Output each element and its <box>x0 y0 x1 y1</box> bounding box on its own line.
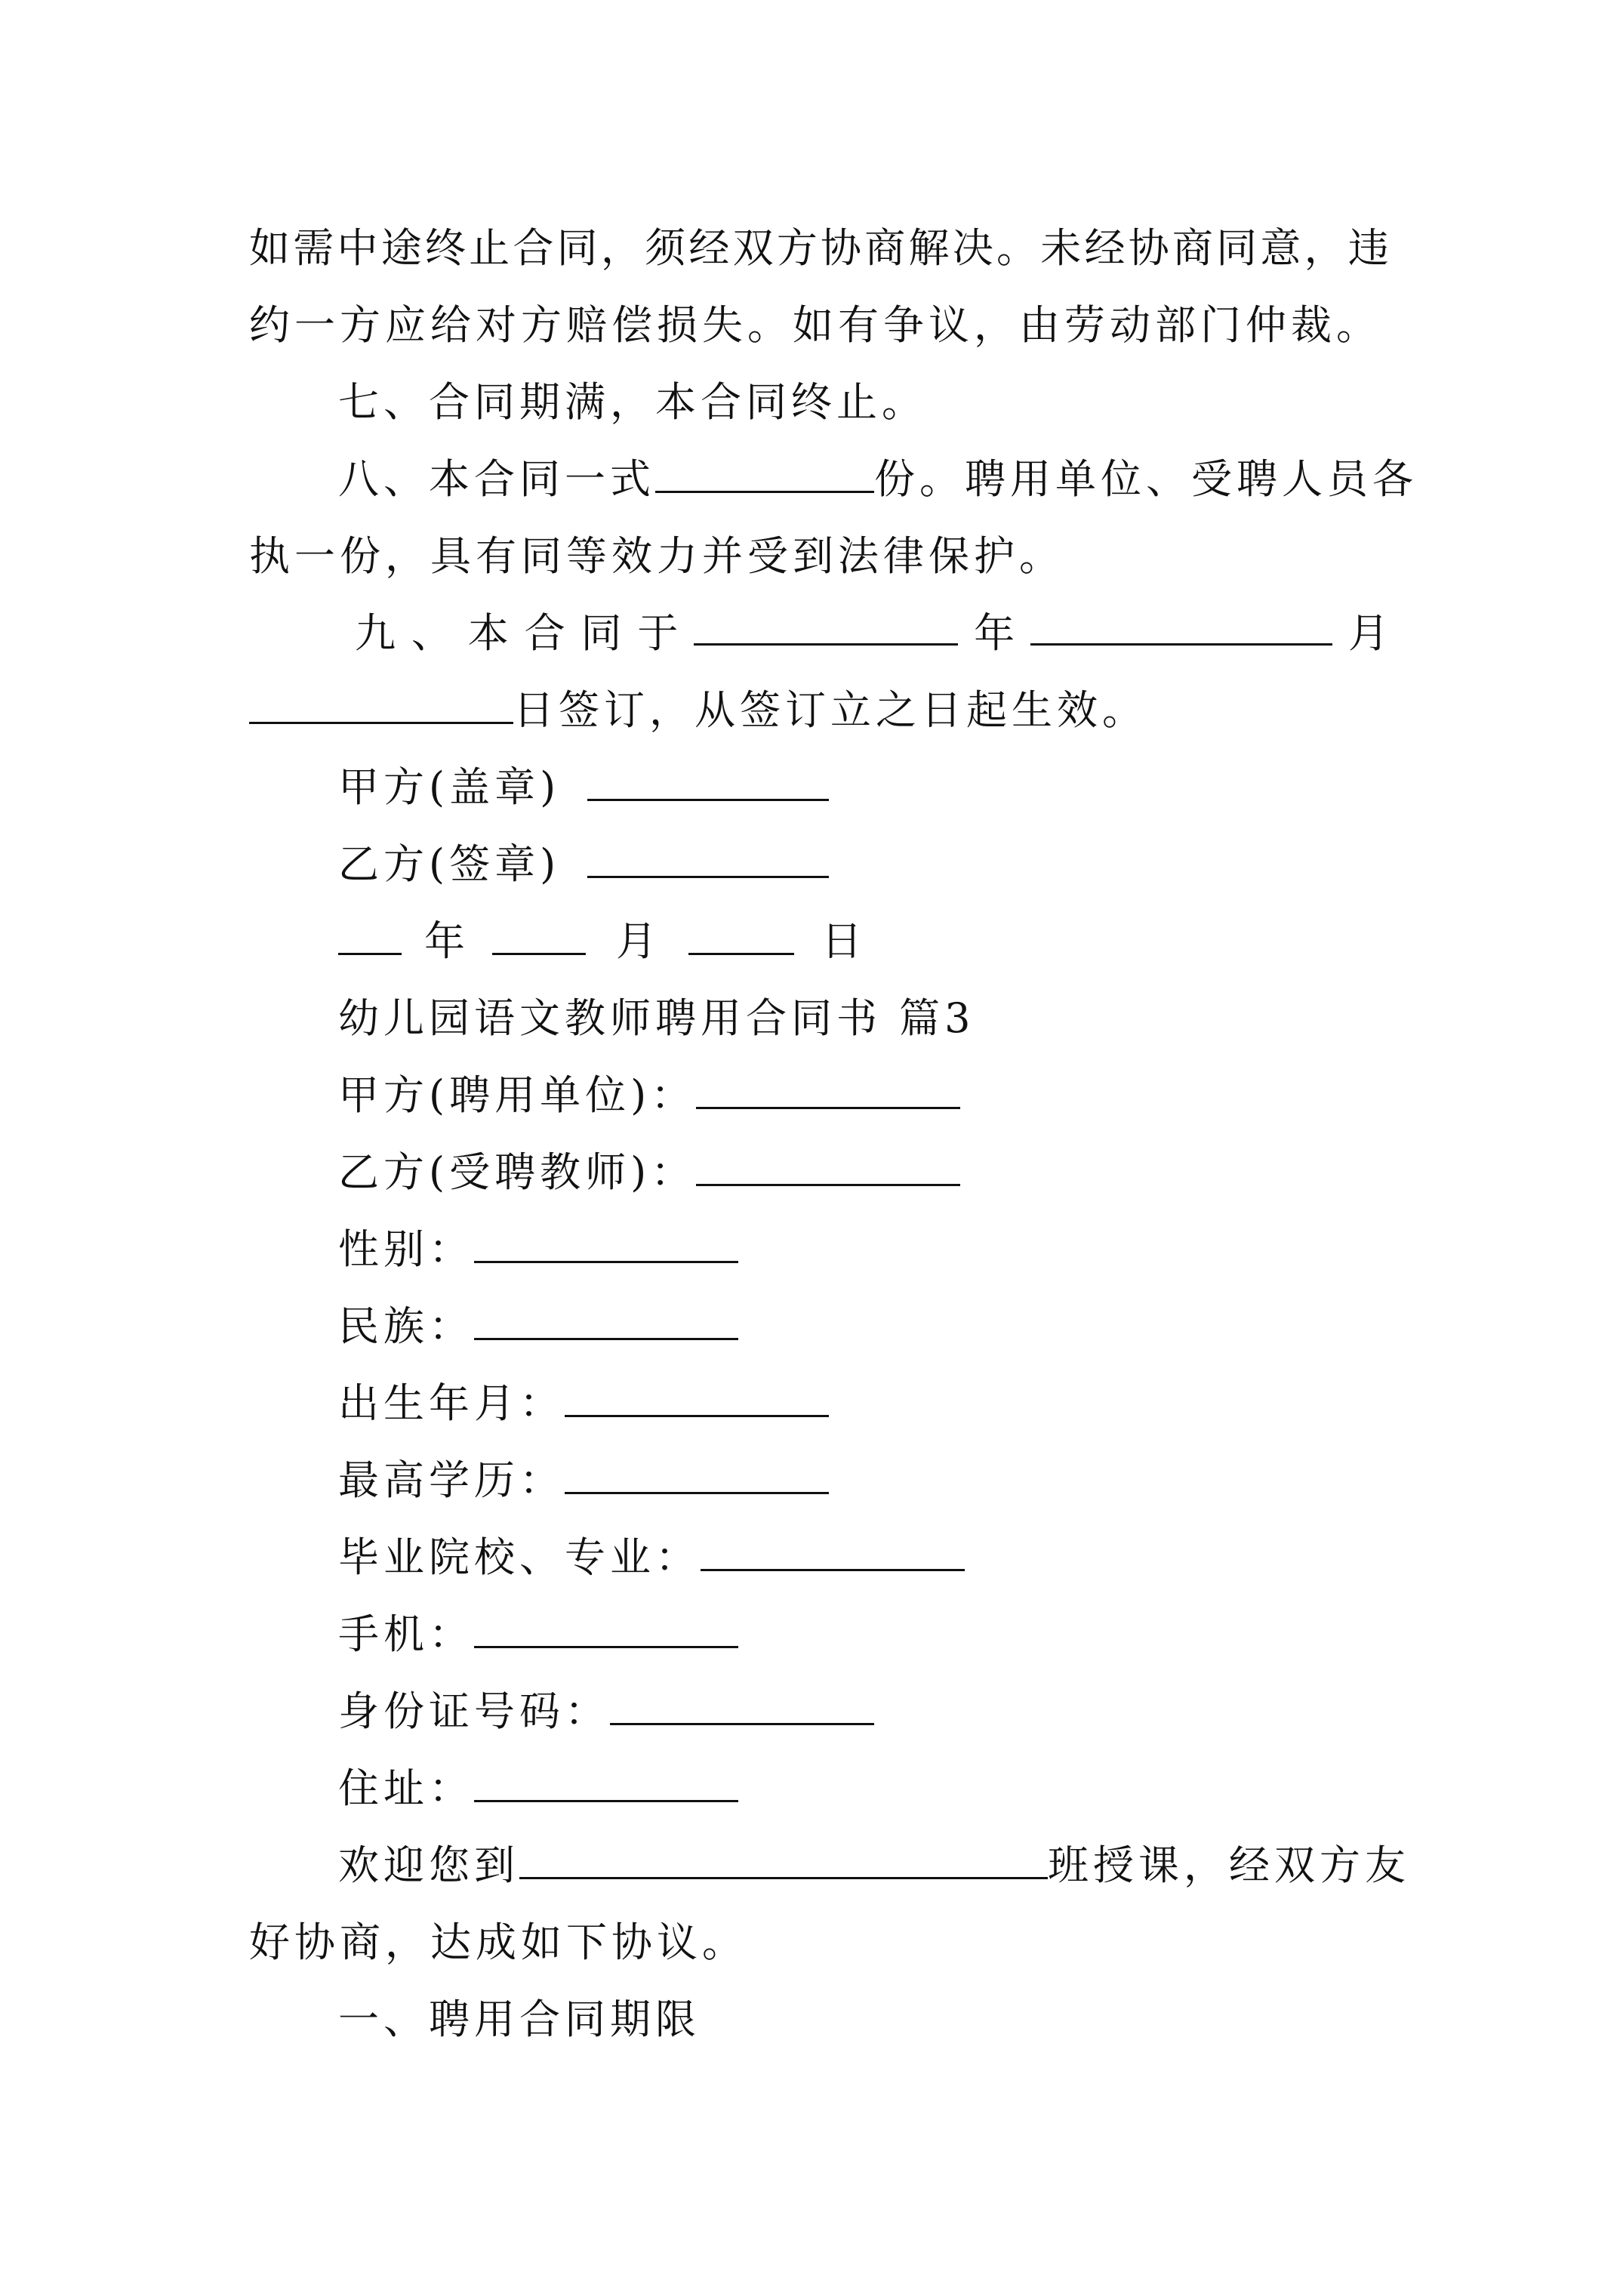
gender-blank[interactable] <box>474 1213 738 1263</box>
field-label: 甲方(聘用单位)： <box>338 1071 697 1119</box>
field-label: 毕业院校、专业： <box>338 1533 701 1581</box>
date-month-label: 月 <box>616 917 661 965</box>
address-blank[interactable] <box>474 1752 738 1802</box>
field-label: 出生年月： <box>338 1379 565 1427</box>
party-a-seal-line <box>338 749 1389 826</box>
clause9-char: 本 <box>467 609 509 657</box>
clause8-text-after: 份。聘用单位、受聘人员各 <box>874 455 1418 503</box>
welcome-line1 <box>338 1827 1410 1904</box>
clause8-line1 <box>338 441 1418 518</box>
date-year-label: 年 <box>424 917 470 965</box>
clause9-char: 、 <box>411 609 452 657</box>
welcome-line2: 好协商，达成如下协议。 <box>249 1918 747 1966</box>
clause7-text: 七、合同期满，本合同终止。 <box>338 378 927 426</box>
school-blank[interactable] <box>701 1521 965 1571</box>
clause8-line2: 执一份，具有同等效力并受到法律保护。 <box>249 532 1064 580</box>
class-blank[interactable] <box>519 1829 1048 1879</box>
party-b-sign-label: 乙方(签章) <box>338 840 561 888</box>
field-id <box>338 1673 1389 1750</box>
clause8-text-before: 八、本合同一式 <box>338 455 655 503</box>
party-a-seal-label: 甲方(盖章) <box>338 763 561 811</box>
clause1-title: 一、聘用合同期限 <box>338 1996 701 2043</box>
sign-month-blank[interactable] <box>1030 595 1332 646</box>
date-day-label: 日 <box>821 917 867 965</box>
sign-year-blank[interactable] <box>694 595 958 646</box>
field-label: 最高学历： <box>338 1456 565 1504</box>
teacher-blank[interactable] <box>696 1136 960 1186</box>
copies-blank[interactable] <box>655 442 874 493</box>
field-employer <box>338 1057 1389 1134</box>
welcome-after: 班授课，经双方友 <box>1048 1841 1410 1889</box>
date-year-blank[interactable] <box>338 905 402 955</box>
clause9-line2 <box>249 672 1389 749</box>
date-line <box>338 903 1389 980</box>
date-month-blank[interactable] <box>492 905 586 955</box>
field-birth <box>338 1365 1389 1442</box>
ethnicity-blank[interactable] <box>474 1290 738 1340</box>
field-label: 手机： <box>338 1610 474 1658</box>
field-gender <box>338 1211 1389 1288</box>
birth-blank[interactable] <box>565 1367 829 1417</box>
party-b-sign-line <box>338 826 1389 903</box>
clause9-char: 合 <box>524 609 565 657</box>
party-b-sign-blank[interactable] <box>587 827 829 878</box>
field-label: 乙方(受聘教师)： <box>338 1148 697 1196</box>
clause9-year-label: 年 <box>974 609 1015 657</box>
field-label: 性别： <box>338 1225 474 1273</box>
clause9-month-label: 月 <box>1347 609 1389 657</box>
clause9-rest: 日签订，从签订立之日起生效。 <box>513 686 1147 734</box>
date-day-blank[interactable] <box>688 905 794 955</box>
field-label: 住址： <box>338 1764 474 1812</box>
clause9-char: 九 <box>355 609 396 657</box>
clause6-line1: 如 需 中 途 终 止 合 同 ， 须 经 双 方 协 商 解 决 。 未 经 协 商 同 意 ， 违 <box>249 224 1389 272</box>
id-blank[interactable] <box>610 1675 874 1725</box>
field-ethnicity <box>338 1288 1389 1365</box>
field-teacher <box>338 1134 1389 1211</box>
clause9-line1 <box>355 595 1389 672</box>
clause6-line2: 约一方应给对方赔偿损失。如有争议，由劳动部门仲裁。 <box>249 301 1381 349</box>
field-school <box>338 1519 1389 1596</box>
field-address <box>338 1750 1389 1827</box>
clause9-char: 同 <box>581 609 622 657</box>
section3-title: 幼儿园语文教师聘用合同书 篇3 <box>338 994 975 1042</box>
employer-blank[interactable] <box>696 1059 960 1109</box>
field-education <box>338 1442 1389 1519</box>
sign-day-blank[interactable] <box>249 673 513 724</box>
party-a-seal-blank[interactable] <box>587 750 829 801</box>
phone-blank[interactable] <box>474 1598 738 1648</box>
field-label: 民族： <box>338 1302 474 1350</box>
education-blank[interactable] <box>565 1444 829 1494</box>
field-phone <box>338 1596 1389 1673</box>
clause9-char: 于 <box>637 609 679 657</box>
welcome-before: 欢迎您到 <box>338 1841 519 1889</box>
field-label: 身份证号码： <box>338 1687 610 1735</box>
